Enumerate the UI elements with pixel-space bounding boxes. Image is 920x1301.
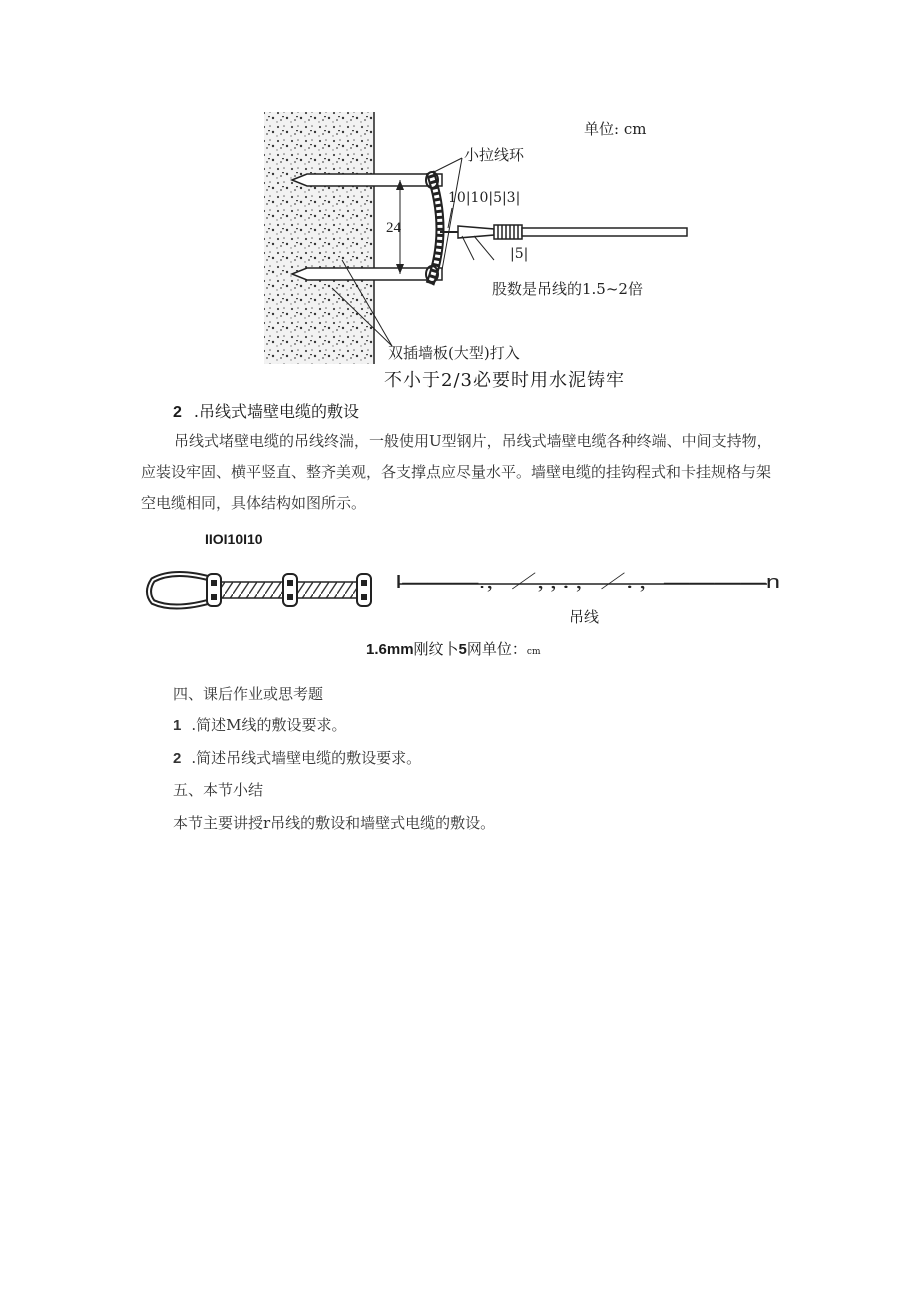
section2-title: .吊线式墙壁电缆的敷设: [193, 402, 359, 421]
body-paragraph: 吊线式堵壁电缆的吊线终湍，一般使用U型钢片，吊线式墙壁电缆各种终端、中间支持物，应装设牢固、横平竖直、整齐美观，各支撑点应尽量水平。墙壁电缆的挂钩程式和卡挂规格与架空电缆相同，具体结构如图所示。: [141, 432, 772, 512]
lower-plug: [292, 268, 442, 280]
figure2-caption: [366, 638, 540, 659]
cable-rod: [522, 228, 687, 236]
cable-label: 吊线: [569, 608, 600, 626]
caption-text-2: 网单位：: [466, 640, 527, 658]
question-1-number: 1: [173, 717, 182, 734]
figure1-caption: 不小于2/3必要时用水泥铸牢: [384, 370, 625, 391]
coil-dimension: |5|: [510, 246, 529, 262]
dash-text: I———.，／，，．，／．，————n: [395, 572, 780, 592]
strands-label: 股数是吊线的1.5~2倍: [492, 280, 643, 298]
clamp-1: [207, 574, 221, 606]
figure2-top-label: IIOI10I10: [205, 531, 263, 547]
question-1: [173, 714, 346, 735]
caption-dim-2: 5: [458, 641, 467, 658]
caption-dim-1: 1.6mm: [366, 641, 414, 658]
question-1-text: .简述M线的敷设要求。: [191, 716, 347, 734]
height-dimension: 24: [386, 220, 401, 236]
spacing-dimension: 10|10|5|3|: [448, 190, 521, 206]
wall-anchor-diagram: [262, 110, 702, 368]
caption-unit: cm: [526, 647, 541, 657]
clamp-2: [283, 574, 297, 606]
clamp-3: [357, 574, 371, 606]
upper-plug: [292, 174, 442, 186]
unit-label: 单位: cm: [584, 120, 647, 138]
section2-heading: [173, 399, 359, 422]
suspension-wire-diagram: [145, 558, 785, 628]
caption-text-1: 刚纹卜: [413, 640, 459, 658]
section4-heading: 四、课后作业或思考题: [173, 685, 324, 703]
cable-coil: [494, 225, 522, 239]
question-2-number: 2: [173, 750, 182, 767]
small-ring-label: 小拉线环: [464, 146, 525, 164]
plug-label: 双插墙板(大型)打入: [388, 344, 520, 362]
section2-number: 2: [173, 404, 182, 421]
section5-heading: 五、本节小结: [173, 781, 264, 799]
wall-hatch: [264, 112, 374, 364]
wire-loop: [149, 574, 215, 607]
question-2: [173, 747, 421, 768]
question-2-text: .简述吊线式墙壁电缆的敷设要求。: [191, 749, 422, 767]
summary-text: 本节主要讲授r吊线的敷设和墙壁式电缆的敷设。: [173, 814, 496, 832]
